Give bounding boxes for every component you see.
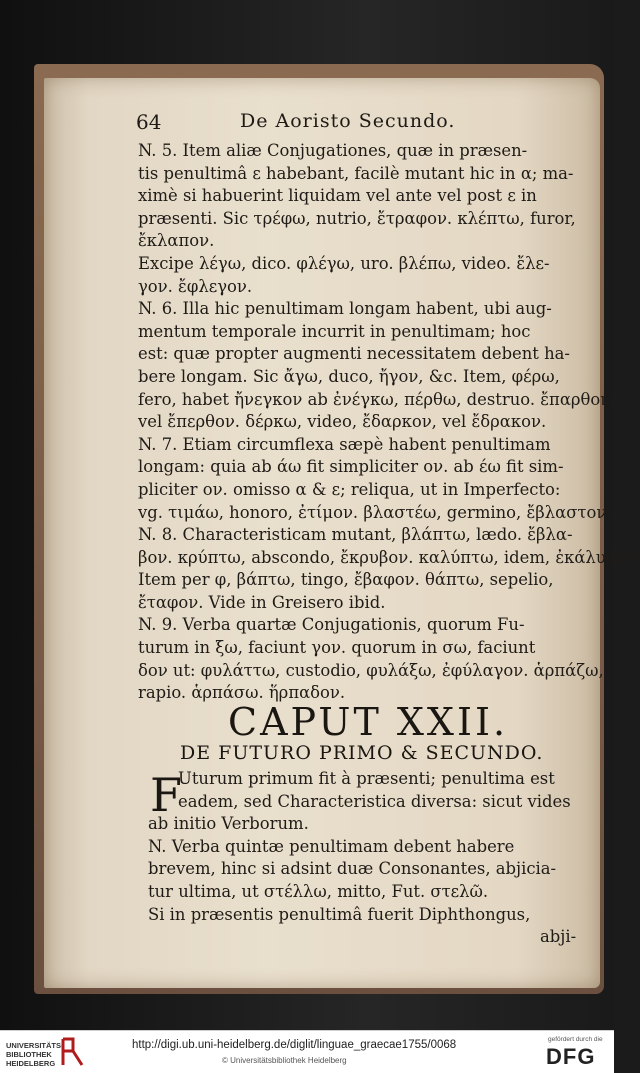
text-line: fero, habet ἤνεγκον ab ἐνέγκω, πέρθω, destruo. ἔπαρθον, bbox=[138, 389, 616, 409]
chapter-subtitle: DE FUTURO PRIMO & SECUNDO. bbox=[180, 742, 544, 764]
text-line: rapio. ἁρπάσω. ἥρπαδον. bbox=[138, 683, 346, 703]
text-line: tur ultima, ut στέλλω, mitto, Fut. στελῶ. bbox=[148, 881, 489, 901]
funded-by-label: gefördert durch die bbox=[548, 1036, 603, 1043]
text-line: βον. κρύπτω, abscondo, ἔκρυβον. καλύπτω, idem, ἐκάλυβον. bbox=[138, 547, 640, 567]
text-line: N. Verba quintæ penultimam debent habere bbox=[148, 836, 515, 856]
running-head: De Aoristo Secundo. bbox=[240, 110, 456, 132]
text-line: est: quæ propter augmenti necessitatem debent ha- bbox=[138, 344, 570, 364]
text-line: N. 9. Verba quartæ Conjugationis, quorum Fu- bbox=[138, 615, 525, 635]
text-line: brevem, hinc si adsint duæ Consonantes, abjicia- bbox=[148, 859, 557, 879]
text-line: ab initio Verborum. bbox=[148, 814, 309, 834]
body-text-bottom bbox=[148, 768, 588, 949]
text-line: Si in præsentis penultimâ fuerit Diphthongus, bbox=[148, 904, 531, 924]
text-line: turum in ξω, faciunt γον. quorum in σω, faciunt bbox=[138, 638, 536, 658]
text-line: N. 8. Characteristicam mutant, βλάπτω, lædo. ἔβλα- bbox=[138, 525, 573, 545]
text-line: bere longam. Sic ἄγω, duco, ἤγον, &c. Item, φέρω, bbox=[138, 366, 560, 386]
text-line: ἔταφον. Vide in Greisero ibid. bbox=[138, 592, 386, 612]
text-line: ximè si habuerint liquidam vel ante vel post ε in bbox=[138, 186, 537, 206]
library-name: UNIVERSITÄTS-BIBLIOTHEK HEIDELBERG bbox=[6, 1041, 64, 1068]
text-line: præsenti. Sic τρέφω, nutrio, ἔτραφον. κλέπτω, furor, bbox=[138, 208, 576, 228]
text-line: vg. τιμάω, honoro, ἐτίμον. βλαστέω, germino, ἔβλαστον. bbox=[138, 502, 612, 522]
text-line: pliciter ον. omisso α & ε; reliqua, ut in Imperfecto: bbox=[138, 479, 561, 499]
dfg-logo: DFG bbox=[546, 1044, 596, 1069]
catchword: abji- bbox=[540, 927, 577, 947]
page-url-link[interactable]: http://digi.ub.uni-heidelberg.de/diglit/linguae_graecae1755/0068 bbox=[132, 1039, 457, 1051]
text-line: γον. ἔφλεγον. bbox=[138, 276, 253, 296]
page-number: 64 bbox=[136, 110, 162, 134]
text-line: ἔκλαπον. bbox=[138, 231, 215, 251]
text-line: N. 6. Illa hic penultimam longam habent, ubi aug- bbox=[138, 299, 552, 319]
text-line: eadem, sed Characteristica diversa: sicut vides bbox=[178, 791, 571, 811]
library-logo-icon bbox=[60, 1037, 86, 1067]
viewer-footer bbox=[0, 1030, 614, 1073]
text-line: mentum temporale incurrit in penultimam; hoc bbox=[138, 321, 531, 341]
copyright-notice: © Universitätsbibliothek Heidelberg bbox=[222, 1056, 347, 1065]
text-line: vel ἔπερθον. δέρκω, video, ἔδαρκον, vel ἔδρακον. bbox=[138, 412, 547, 432]
body-text-top bbox=[138, 140, 640, 705]
text-line: N. 7. Etiam circumflexa sæpè habent penultimam bbox=[138, 434, 551, 454]
text-line: δον ut: φυλάττω, custodio, φυλάξω, ἐφύλαγον. ἁρπάζω, bbox=[138, 660, 604, 680]
text-line: Item per φ, βάπτω, tingo, ἔβαφον. θάπτω, sepelio, bbox=[138, 570, 554, 590]
text-line: Uturum primum fit à præsenti; penultima est bbox=[178, 769, 555, 788]
text-line: N. 5. Item aliæ Conjugationes, quæ in præsen- bbox=[138, 141, 528, 160]
chapter-title: CAPUT XXII. bbox=[228, 700, 509, 744]
text-line: Excipe λέγω, dico. φλέγω, uro. βλέπω, video. ἔλε- bbox=[138, 253, 550, 273]
drop-cap: F bbox=[150, 768, 182, 822]
text-line: longam: quia ab άω fit simpliciter ον. ab έω fit sim- bbox=[138, 457, 564, 477]
text-line: tis penultimâ ε habebant, facilè mutant hic in α; ma- bbox=[138, 163, 574, 183]
